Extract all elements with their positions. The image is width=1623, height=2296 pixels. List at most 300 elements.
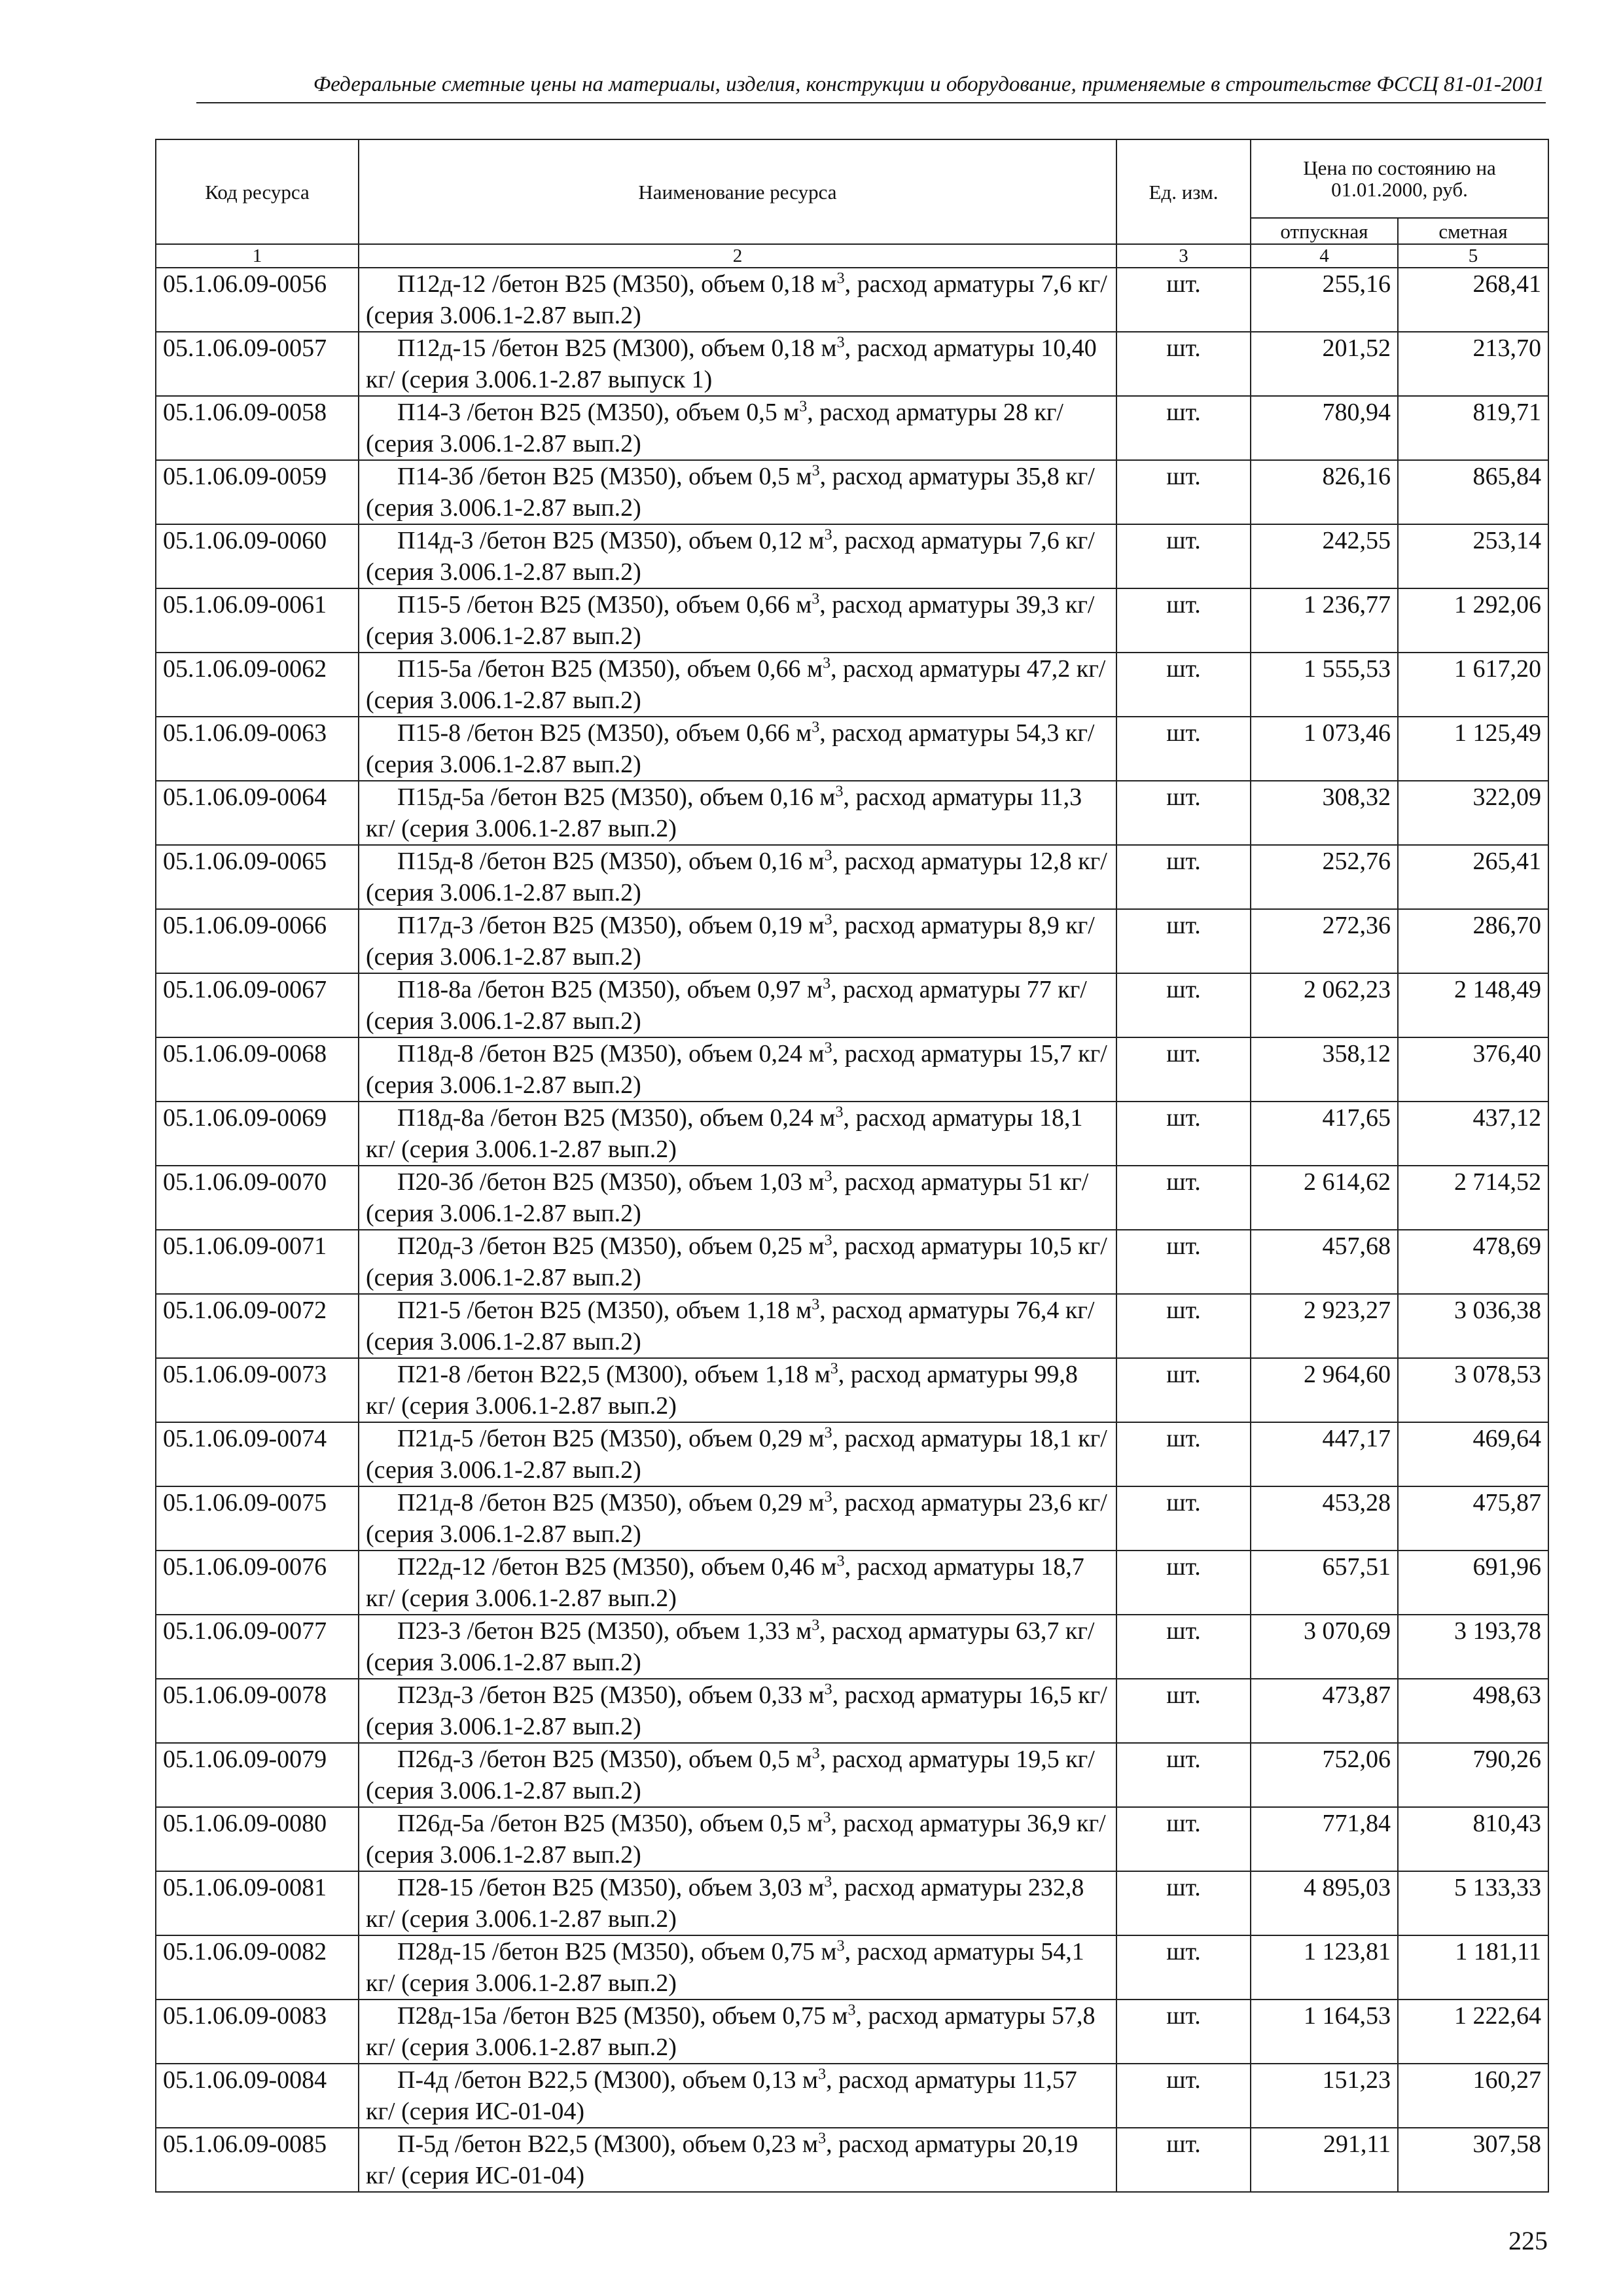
unit-of-measure: шт. <box>1116 1486 1251 1551</box>
cubic-superscript: 3 <box>812 1617 820 1634</box>
resource-name-part: П17д-3 /бетон В25 (М350), объем 0,19 м <box>397 912 825 939</box>
resource-name <box>359 1166 1116 1230</box>
resource-name <box>359 1743 1116 1807</box>
cubic-superscript: 3 <box>812 462 820 480</box>
wholesale-price: 417,65 <box>1251 1102 1398 1166</box>
wholesale-price: 453,28 <box>1251 1486 1398 1551</box>
header-rule <box>196 102 1546 103</box>
resource-name-part: П28д-15а /бетон В25 (М350), объем 0,75 м <box>397 2002 848 2030</box>
resource-name-part: П14-3б /бетон В25 (М350), объем 0,5 м <box>397 463 812 490</box>
table-row <box>156 588 1548 653</box>
resource-name-part: П21д-5 /бетон В25 (М350), объем 0,29 м <box>397 1425 825 1452</box>
resource-code: 05.1.06.09-0071 <box>156 1230 359 1294</box>
table-row <box>156 717 1548 781</box>
page-number: 225 <box>1508 2226 1548 2255</box>
resource-name-part: , расход арматуры 10,5 кг/ (серия 3.006.1-2.87 вып.2) <box>366 1232 1107 1291</box>
resource-name-part: П15-5 /бетон В25 (М350), объем 0,66 м <box>397 591 812 619</box>
cubic-superscript: 3 <box>812 590 820 608</box>
table-row <box>156 2000 1548 2064</box>
resource-name-part: , расход арматуры 10,40 кг/ (серия 3.006.1-2.87 выпуск 1) <box>366 334 1097 393</box>
table-row <box>156 1102 1548 1166</box>
resource-name-text <box>366 1295 1109 1357</box>
resource-name-part: П20д-3 /бетон В25 (М350), объем 0,25 м <box>397 1232 825 1260</box>
resource-name-text <box>366 1808 1109 1871</box>
resource-name-part: П14д-3 /бетон В25 (М350), объем 0,12 м <box>397 527 825 554</box>
resource-name-part: П28-15 /бетон В25 (М350), объем 3,03 м <box>397 1874 825 1901</box>
resource-name-part: , расход арматуры 232,8 кг/ (серия 3.006.1-2.87 вып.2) <box>366 1874 1084 1933</box>
resource-code: 05.1.06.09-0062 <box>156 653 359 717</box>
table-row <box>156 2064 1548 2128</box>
resource-code: 05.1.06.09-0070 <box>156 1166 359 1230</box>
resource-name-part: , расход арматуры 11,3 кг/ (серия 3.006.1-2.87 вып.2) <box>366 783 1082 842</box>
resource-name-text <box>366 268 1109 331</box>
resource-code: 05.1.06.09-0081 <box>156 1871 359 1935</box>
estimate-price: 253,14 <box>1398 524 1548 588</box>
resource-code: 05.1.06.09-0084 <box>156 2064 359 2128</box>
resource-code: 05.1.06.09-0078 <box>156 1679 359 1743</box>
table-row <box>156 332 1548 396</box>
resource-name-text <box>366 461 1109 524</box>
resource-name-part: П18д-8а /бетон В25 (М350), объем 0,24 м <box>397 1104 836 1132</box>
estimate-price: 268,41 <box>1398 268 1548 332</box>
table-row <box>156 1743 1548 1807</box>
resource-code: 05.1.06.09-0073 <box>156 1358 359 1422</box>
cubic-superscript: 3 <box>836 334 845 351</box>
resource-code: 05.1.06.09-0065 <box>156 845 359 909</box>
resource-name-text <box>366 1615 1109 1678</box>
resource-name-part: , расход арматуры 12,8 кг/ (серия 3.006.1-2.87 вып.2) <box>366 848 1107 906</box>
estimate-price: 475,87 <box>1398 1486 1548 1551</box>
resource-name-part: , расход арматуры 18,1 кг/ (серия 3.006.1-2.87 вып.2) <box>366 1104 1083 1163</box>
estimate-price: 790,26 <box>1398 1743 1548 1807</box>
price-table <box>155 139 1549 2193</box>
resource-name <box>359 1551 1116 1615</box>
resource-name-part: П14-3 /бетон В25 (М350), объем 0,5 м <box>397 399 800 426</box>
estimate-price: 1 617,20 <box>1398 653 1548 717</box>
resource-name <box>359 973 1116 1037</box>
cubic-superscript: 3 <box>824 1681 832 1698</box>
cubic-superscript: 3 <box>824 1039 832 1057</box>
resource-name-part: , расход арматуры 11,57 кг/ (серия ИС-01-04) <box>366 2066 1077 2125</box>
wholesale-price: 1 073,46 <box>1251 717 1398 781</box>
resource-code: 05.1.06.09-0056 <box>156 268 359 332</box>
resource-name <box>359 1935 1116 2000</box>
resource-name-text <box>366 332 1109 395</box>
unit-of-measure: шт. <box>1116 588 1251 653</box>
resource-name-part: П15д-5а /бетон В25 (М350), объем 0,16 м <box>397 783 836 811</box>
col-header-price-group: Цена по состоянию на 01.01.2000, руб. <box>1251 139 1548 218</box>
resource-name-part: П12д-12 /бетон В25 (М350), объем 0,18 м <box>397 270 837 298</box>
resource-name-text <box>366 846 1109 908</box>
resource-name-text <box>366 525 1109 588</box>
table-body <box>156 268 1548 2192</box>
resource-name-part: П23-3 /бетон В25 (М350), объем 1,33 м <box>397 1617 812 1645</box>
resource-name-text <box>366 2064 1109 2127</box>
table-row <box>156 653 1548 717</box>
wholesale-price: 272,36 <box>1251 909 1398 973</box>
table-row <box>156 1935 1548 2000</box>
wholesale-price: 780,94 <box>1251 396 1398 460</box>
estimate-price: 3 193,78 <box>1398 1615 1548 1679</box>
resource-name <box>359 2128 1116 2192</box>
wholesale-price: 2 964,60 <box>1251 1358 1398 1422</box>
cubic-superscript: 3 <box>836 270 845 287</box>
table-row <box>156 396 1548 460</box>
table-row <box>156 909 1548 973</box>
resource-name-text <box>366 653 1109 716</box>
cubic-superscript: 3 <box>818 2130 827 2147</box>
table-row <box>156 781 1548 845</box>
cubic-superscript: 3 <box>836 1937 845 1955</box>
cubic-superscript: 3 <box>835 1103 844 1121</box>
resource-code: 05.1.06.09-0061 <box>156 588 359 653</box>
cubic-superscript: 3 <box>812 1296 820 1314</box>
col-header-unit: Ед. изм. <box>1116 139 1251 244</box>
unit-of-measure: шт. <box>1116 2000 1251 2064</box>
resource-name <box>359 2000 1116 2064</box>
col-header-estimate: сметная <box>1398 218 1548 244</box>
wholesale-price: 255,16 <box>1251 268 1398 332</box>
resource-name <box>359 588 1116 653</box>
estimate-price: 3 078,53 <box>1398 1358 1548 1422</box>
cubic-superscript: 3 <box>824 1873 832 1891</box>
unit-of-measure: шт. <box>1116 268 1251 332</box>
estimate-price: 1 181,11 <box>1398 1935 1548 2000</box>
resource-name-part: , расход арматуры 77 кг/ (серия 3.006.1-2.87 вып.2) <box>366 976 1087 1035</box>
resource-name-part: , расход арматуры 57,8 кг/ (серия 3.006.1-2.87 вып.2) <box>366 2002 1096 2061</box>
resource-name-part: , расход арматуры 35,8 кг/ (серия 3.006.1-2.87 вып.2) <box>366 463 1095 522</box>
resource-name-part: , расход арматуры 8,9 кг/ (серия 3.006.1-2.87 вып.2) <box>366 912 1095 971</box>
resource-name-part: П-4д /бетон В22,5 (М300), объем 0,13 м <box>397 2066 819 2094</box>
unit-of-measure: шт. <box>1116 1871 1251 1935</box>
cubic-superscript: 3 <box>823 975 831 993</box>
column-number: 4 <box>1251 244 1398 268</box>
resource-name-part: , расход арматуры 99,8 кг/ (серия 3.006.1-2.87 вып.2) <box>366 1361 1078 1420</box>
resource-name-text <box>366 1679 1109 1742</box>
resource-code: 05.1.06.09-0075 <box>156 1486 359 1551</box>
resource-name-part: П22д-12 /бетон В25 (М350), объем 0,46 м <box>397 1553 837 1581</box>
resource-name <box>359 268 1116 332</box>
wholesale-price: 1 164,53 <box>1251 2000 1398 2064</box>
resource-name-text <box>366 1423 1109 1486</box>
wholesale-price: 4 895,03 <box>1251 1871 1398 1935</box>
wholesale-price: 2 614,62 <box>1251 1166 1398 1230</box>
resource-code: 05.1.06.09-0069 <box>156 1102 359 1166</box>
resource-name <box>359 460 1116 524</box>
cubic-superscript: 3 <box>818 2066 827 2083</box>
resource-code: 05.1.06.09-0059 <box>156 460 359 524</box>
table-row <box>156 268 1548 332</box>
resource-name-part: , расход арматуры 18,1 кг/ (серия 3.006.1-2.87 вып.2) <box>366 1425 1107 1484</box>
resource-name-part: П23д-3 /бетон В25 (М350), объем 0,33 м <box>397 1681 825 1709</box>
cubic-superscript: 3 <box>824 1424 832 1442</box>
resource-name-text <box>366 1230 1109 1293</box>
estimate-price: 1 222,64 <box>1398 2000 1548 2064</box>
resource-name <box>359 1679 1116 1743</box>
estimate-price: 2 714,52 <box>1398 1166 1548 1230</box>
resource-code: 05.1.06.09-0060 <box>156 524 359 588</box>
unit-of-measure: шт. <box>1116 1294 1251 1358</box>
page-header-title: Федеральные сметные цены на материалы, изделия, конструкции и оборудование, применяемые в строительстве ФССЦ 81-01-2001 <box>313 73 1544 96</box>
cubic-superscript: 3 <box>847 2001 856 2019</box>
resource-name <box>359 1102 1116 1166</box>
resource-code: 05.1.06.09-0057 <box>156 332 359 396</box>
estimate-price: 160,27 <box>1398 2064 1548 2128</box>
resource-code: 05.1.06.09-0080 <box>156 1807 359 1871</box>
resource-name-part: П-5д /бетон В22,5 (М300), объем 0,23 м <box>397 2130 819 2158</box>
table-header-row <box>156 139 1548 218</box>
resource-code: 05.1.06.09-0068 <box>156 1037 359 1102</box>
resource-name-text <box>366 1038 1109 1101</box>
resource-name-part: , расход арматуры 39,3 кг/ (серия 3.006.1-2.87 вып.2) <box>366 591 1095 650</box>
wholesale-price: 358,12 <box>1251 1037 1398 1102</box>
table-row <box>156 1486 1548 1551</box>
unit-of-measure: шт. <box>1116 332 1251 396</box>
unit-of-measure: шт. <box>1116 1422 1251 1486</box>
resource-name-part: , расход арматуры 36,9 кг/ (серия 3.006.1-2.87 вып.2) <box>366 1810 1106 1869</box>
estimate-price: 376,40 <box>1398 1037 1548 1102</box>
resource-name-part: , расход арматуры 28 кг/ (серия 3.006.1-2.87 вып.2) <box>366 399 1063 457</box>
col-header-code: Код ресурса <box>156 139 359 244</box>
unit-of-measure: шт. <box>1116 1935 1251 2000</box>
resource-name <box>359 396 1116 460</box>
wholesale-price: 151,23 <box>1251 2064 1398 2128</box>
unit-of-measure: шт. <box>1116 909 1251 973</box>
resource-name-text <box>366 1872 1109 1935</box>
wholesale-price: 308,32 <box>1251 781 1398 845</box>
cubic-superscript: 3 <box>836 1552 845 1570</box>
resource-name-text <box>366 1102 1109 1165</box>
resource-name-part: П21-8 /бетон В22,5 (М300), объем 1,18 м <box>397 1361 830 1388</box>
cubic-superscript: 3 <box>823 655 831 672</box>
resource-name <box>359 1037 1116 1102</box>
column-number: 5 <box>1398 244 1548 268</box>
unit-of-measure: шт. <box>1116 781 1251 845</box>
resource-name <box>359 1486 1116 1551</box>
resource-name-text <box>366 781 1109 844</box>
resource-name <box>359 781 1116 845</box>
unit-of-measure: шт. <box>1116 2064 1251 2128</box>
unit-of-measure: шт. <box>1116 1037 1251 1102</box>
resource-name-part: , расход арматуры 23,6 кг/ (серия 3.006.1-2.87 вып.2) <box>366 1489 1107 1548</box>
estimate-price: 5 133,33 <box>1398 1871 1548 1935</box>
wholesale-price: 1 236,77 <box>1251 588 1398 653</box>
resource-name-part: , расход арматуры 20,19 кг/ (серия ИС-01-04) <box>366 2130 1079 2189</box>
resource-name <box>359 845 1116 909</box>
resource-name-part: П21-5 /бетон В25 (М350), объем 1,18 м <box>397 1297 812 1324</box>
cubic-superscript: 3 <box>824 1168 832 1185</box>
cubic-superscript: 3 <box>824 847 832 865</box>
resource-name-text <box>366 1551 1109 1614</box>
resource-name-text <box>366 1744 1109 1806</box>
estimate-price: 437,12 <box>1398 1102 1548 1166</box>
cubic-superscript: 3 <box>824 911 832 929</box>
wholesale-price: 657,51 <box>1251 1551 1398 1615</box>
column-number: 2 <box>359 244 1116 268</box>
resource-name <box>359 2064 1116 2128</box>
resource-code: 05.1.06.09-0064 <box>156 781 359 845</box>
resource-name <box>359 1358 1116 1422</box>
resource-name <box>359 653 1116 717</box>
unit-of-measure: шт. <box>1116 1230 1251 1294</box>
estimate-price: 265,41 <box>1398 845 1548 909</box>
unit-of-measure: шт. <box>1116 1743 1251 1807</box>
resource-code: 05.1.06.09-0076 <box>156 1551 359 1615</box>
resource-name-part: , расход арматуры 54,3 кг/ (серия 3.006.1-2.87 вып.2) <box>366 719 1095 778</box>
unit-of-measure: шт. <box>1116 2128 1251 2192</box>
resource-name-part: , расход арматуры 7,6 кг/ (серия 3.006.1-2.87 вып.2) <box>366 527 1095 586</box>
unit-of-measure: шт. <box>1116 717 1251 781</box>
wholesale-price: 242,55 <box>1251 524 1398 588</box>
resource-code: 05.1.06.09-0058 <box>156 396 359 460</box>
estimate-price: 286,70 <box>1398 909 1548 973</box>
cubic-superscript: 3 <box>824 1488 832 1506</box>
cubic-superscript: 3 <box>830 1360 838 1378</box>
unit-of-measure: шт. <box>1116 1615 1251 1679</box>
unit-of-measure: шт. <box>1116 1358 1251 1422</box>
resource-name <box>359 717 1116 781</box>
resource-name-part: П26д-5а /бетон В25 (М350), объем 0,5 м <box>397 1810 823 1837</box>
wholesale-price: 457,68 <box>1251 1230 1398 1294</box>
wholesale-price: 826,16 <box>1251 460 1398 524</box>
resource-name-text <box>366 717 1109 780</box>
table-row <box>156 845 1548 909</box>
cubic-superscript: 3 <box>812 1745 820 1763</box>
unit-of-measure: шт. <box>1116 653 1251 717</box>
resource-name-text <box>366 974 1109 1037</box>
table-row <box>156 1358 1548 1422</box>
resource-name-part: П26д-3 /бетон В25 (М350), объем 0,5 м <box>397 1746 812 1773</box>
unit-of-measure: шт. <box>1116 396 1251 460</box>
resource-name-text <box>366 397 1109 459</box>
estimate-price: 810,43 <box>1398 1807 1548 1871</box>
resource-name-part: П15д-8 /бетон В25 (М350), объем 0,16 м <box>397 848 825 875</box>
resource-name <box>359 1422 1116 1486</box>
resource-name-text <box>366 910 1109 973</box>
resource-code: 05.1.06.09-0074 <box>156 1422 359 1486</box>
wholesale-price: 473,87 <box>1251 1679 1398 1743</box>
wholesale-price: 771,84 <box>1251 1807 1398 1871</box>
unit-of-measure: шт. <box>1116 1551 1251 1615</box>
resource-name-part: , расход арматуры 15,7 кг/ (серия 3.006.1-2.87 вып.2) <box>366 1040 1107 1099</box>
resource-name-part: П18д-8 /бетон В25 (М350), объем 0,24 м <box>397 1040 825 1067</box>
table-row <box>156 2128 1548 2192</box>
resource-name-text <box>366 1359 1109 1422</box>
resource-name-part: , расход арматуры 51 кг/ (серия 3.006.1-2.87 вып.2) <box>366 1168 1089 1227</box>
wholesale-price: 1 123,81 <box>1251 1935 1398 2000</box>
resource-name-part: , расход арматуры 19,5 кг/ (серия 3.006.1-2.87 вып.2) <box>366 1746 1095 1804</box>
wholesale-price: 201,52 <box>1251 332 1398 396</box>
resource-name <box>359 1807 1116 1871</box>
resource-name <box>359 524 1116 588</box>
estimate-price: 691,96 <box>1398 1551 1548 1615</box>
table-row <box>156 973 1548 1037</box>
resource-name-text <box>366 2000 1109 2063</box>
resource-code: 05.1.06.09-0063 <box>156 717 359 781</box>
resource-code: 05.1.06.09-0067 <box>156 973 359 1037</box>
resource-name-part: П15-5а /бетон В25 (М350), объем 0,66 м <box>397 655 823 683</box>
estimate-price: 865,84 <box>1398 460 1548 524</box>
unit-of-measure: шт. <box>1116 1807 1251 1871</box>
resource-name-part: , расход арматуры 7,6 кг/ (серия 3.006.1-2.87 вып.2) <box>366 270 1107 329</box>
estimate-price: 213,70 <box>1398 332 1548 396</box>
estimate-price: 478,69 <box>1398 1230 1548 1294</box>
resource-code: 05.1.06.09-0072 <box>156 1294 359 1358</box>
table-row <box>156 524 1548 588</box>
resource-name <box>359 1615 1116 1679</box>
resource-code: 05.1.06.09-0085 <box>156 2128 359 2192</box>
table-row <box>156 1166 1548 1230</box>
table-row <box>156 460 1548 524</box>
resource-name-part: , расход арматуры 76,4 кг/ (серия 3.006.1-2.87 вып.2) <box>366 1297 1095 1355</box>
resource-code: 05.1.06.09-0066 <box>156 909 359 973</box>
estimate-price: 1 125,49 <box>1398 717 1548 781</box>
unit-of-measure: шт. <box>1116 973 1251 1037</box>
resource-name-text <box>366 1166 1109 1229</box>
unit-of-measure: шт. <box>1116 1102 1251 1166</box>
estimate-price: 819,71 <box>1398 396 1548 460</box>
cubic-superscript: 3 <box>823 1809 831 1827</box>
cubic-superscript: 3 <box>824 526 832 544</box>
resource-code: 05.1.06.09-0083 <box>156 2000 359 2064</box>
resource-name-part: , расход арматуры 18,7 кг/ (серия 3.006.1-2.87 вып.2) <box>366 1553 1084 1612</box>
unit-of-measure: шт. <box>1116 460 1251 524</box>
cubic-superscript: 3 <box>799 398 808 416</box>
estimate-price: 498,63 <box>1398 1679 1548 1743</box>
estimate-price: 307,58 <box>1398 2128 1548 2192</box>
wholesale-price: 752,06 <box>1251 1743 1398 1807</box>
estimate-price: 469,64 <box>1398 1422 1548 1486</box>
resource-code: 05.1.06.09-0077 <box>156 1615 359 1679</box>
resource-name <box>359 909 1116 973</box>
resource-code: 05.1.06.09-0082 <box>156 1935 359 2000</box>
resource-code: 05.1.06.09-0079 <box>156 1743 359 1807</box>
table-row <box>156 1679 1548 1743</box>
column-number: 1 <box>156 244 359 268</box>
resource-name-part: , расход арматуры 47,2 кг/ (серия 3.006.1-2.87 вып.2) <box>366 655 1106 714</box>
resource-name <box>359 1230 1116 1294</box>
unit-of-measure: шт. <box>1116 1166 1251 1230</box>
wholesale-price: 2 062,23 <box>1251 973 1398 1037</box>
unit-of-measure: шт. <box>1116 845 1251 909</box>
wholesale-price: 447,17 <box>1251 1422 1398 1486</box>
resource-name <box>359 1871 1116 1935</box>
column-number: 3 <box>1116 244 1251 268</box>
col-header-name: Наименование ресурса <box>359 139 1116 244</box>
table-row <box>156 1615 1548 1679</box>
resource-name-part: П21д-8 /бетон В25 (М350), объем 0,29 м <box>397 1489 825 1516</box>
resource-name-part: П18-8а /бетон В25 (М350), объем 0,97 м <box>397 976 823 1003</box>
table-row <box>156 1807 1548 1871</box>
cubic-superscript: 3 <box>812 719 820 736</box>
wholesale-price: 3 070,69 <box>1251 1615 1398 1679</box>
table-row <box>156 1871 1548 1935</box>
table-row <box>156 1230 1548 1294</box>
wholesale-price: 252,76 <box>1251 845 1398 909</box>
resource-name-text <box>366 589 1109 652</box>
resource-name <box>359 332 1116 396</box>
resource-name-text <box>366 1936 1109 1999</box>
estimate-price: 1 292,06 <box>1398 588 1548 653</box>
wholesale-price: 2 923,27 <box>1251 1294 1398 1358</box>
resource-name-part: , расход арматуры 16,5 кг/ (серия 3.006.1-2.87 вып.2) <box>366 1681 1107 1740</box>
cubic-superscript: 3 <box>824 1232 832 1249</box>
estimate-price: 3 036,38 <box>1398 1294 1548 1358</box>
resource-name-part: П20-3б /бетон В25 (М350), объем 1,03 м <box>397 1168 825 1196</box>
wholesale-price: 291,11 <box>1251 2128 1398 2192</box>
resource-name-part: П28д-15 /бетон В25 (М350), объем 0,75 м <box>397 1938 837 1965</box>
resource-name-text <box>366 2128 1109 2191</box>
